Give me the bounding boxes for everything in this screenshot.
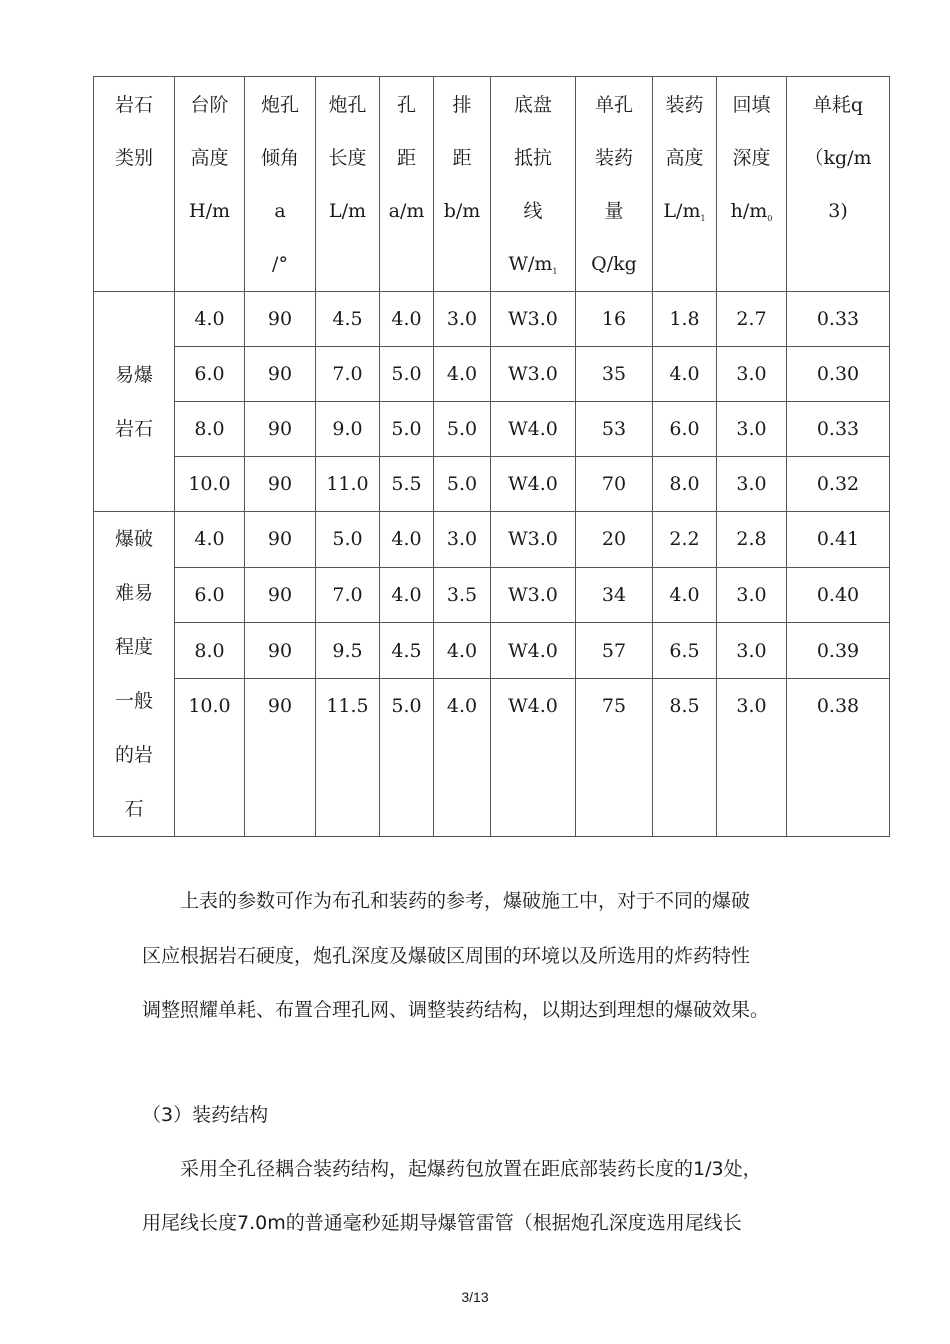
header-charge-height: 装药 高度 $L/m_1$ bbox=[653, 77, 717, 292]
table-cell: 5.0 bbox=[380, 402, 434, 457]
table-cell: 90 bbox=[245, 347, 316, 402]
table-cell: 75 bbox=[576, 679, 653, 837]
table-cell: 5.0 bbox=[434, 402, 491, 457]
table-cell: 3.0 bbox=[717, 347, 787, 402]
category-easy-blast-rock: 易爆 岩石 bbox=[94, 292, 175, 512]
table-row bbox=[94, 457, 890, 512]
table-cell: 90 bbox=[245, 457, 316, 512]
table-cell: 8.0 bbox=[175, 623, 245, 679]
table-row bbox=[94, 567, 890, 623]
table-cell: 70 bbox=[576, 457, 653, 512]
table-cell: 1.8 bbox=[653, 292, 717, 347]
table-cell: 4.0 bbox=[380, 567, 434, 623]
table-cell: 6.0 bbox=[175, 567, 245, 623]
table-cell: 8.0 bbox=[653, 457, 717, 512]
table-cell: 5.0 bbox=[316, 512, 380, 568]
paragraph-line: 区应根据岩石硬度，炮孔深度及爆破区周围的环境以及所选用的炸药特性 bbox=[142, 945, 751, 967]
table-row bbox=[94, 512, 890, 568]
table-cell: 9.0 bbox=[316, 402, 380, 457]
header-stemming-depth: 回填 深度 $h/m_0$ bbox=[717, 77, 787, 292]
table-cell: 4.0 bbox=[380, 512, 434, 568]
paragraph-line: 调整照耀单耗、布置合理孔网、调整装药结构，以期达到理想的爆破效果。 bbox=[142, 999, 770, 1021]
page-number: 3/13 bbox=[461, 1289, 489, 1305]
table-row bbox=[94, 402, 890, 457]
table-cell: 8.0 bbox=[175, 402, 245, 457]
table-cell: 0.40 bbox=[787, 567, 890, 623]
table-cell: 4.5 bbox=[380, 623, 434, 679]
table-cell: 2.7 bbox=[717, 292, 787, 347]
header-hole-angle: 炮孔 倾角 a /° bbox=[245, 77, 316, 292]
table-cell: 0.41 bbox=[787, 512, 890, 568]
table-cell: 0.33 bbox=[787, 292, 890, 347]
table-cell: 4.0 bbox=[434, 623, 491, 679]
table-cell: 90 bbox=[245, 512, 316, 568]
table-cell: 3.0 bbox=[434, 292, 491, 347]
table-cell: 5.0 bbox=[380, 347, 434, 402]
paragraph-line: 上表的参数可作为布孔和装药的参考，爆破施工中，对于不同的爆破 bbox=[142, 890, 751, 912]
table-cell: 5.5 bbox=[380, 457, 434, 512]
header-hole-length: 炮孔 长度 L/m bbox=[316, 77, 380, 292]
table-cell: W3.0 bbox=[491, 512, 576, 568]
table-cell: 5.0 bbox=[380, 679, 434, 837]
table-header-row bbox=[94, 77, 890, 292]
table-cell: 90 bbox=[245, 402, 316, 457]
table-row bbox=[94, 679, 890, 837]
table-cell: 2.8 bbox=[717, 512, 787, 568]
table-cell: 11.0 bbox=[316, 457, 380, 512]
table-cell: 4.0 bbox=[653, 347, 717, 402]
table-cell: 6.0 bbox=[175, 347, 245, 402]
header-charge-per-hole: 单孔 装药 量 Q/kg bbox=[576, 77, 653, 292]
table-cell: 7.0 bbox=[316, 347, 380, 402]
table-cell: 2.2 bbox=[653, 512, 717, 568]
table-cell: 4.5 bbox=[316, 292, 380, 347]
table-cell: 6.0 bbox=[653, 402, 717, 457]
table-cell: 90 bbox=[245, 679, 316, 837]
table-cell: W3.0 bbox=[491, 347, 576, 402]
table-cell: 34 bbox=[576, 567, 653, 623]
table-cell: 4.0 bbox=[175, 512, 245, 568]
table-cell: 16 bbox=[576, 292, 653, 347]
header-bench-height: 台阶 高度 H/m bbox=[175, 77, 245, 292]
table-cell: 3.0 bbox=[717, 457, 787, 512]
table-cell: 5.0 bbox=[434, 457, 491, 512]
table-cell: 3.5 bbox=[434, 567, 491, 623]
table-cell: 3.0 bbox=[717, 567, 787, 623]
table-cell: 0.33 bbox=[787, 402, 890, 457]
paragraph-line: 采用全孔径耦合装药结构，起爆药包放置在距底部装药长度的1/3处， bbox=[142, 1158, 762, 1180]
table-cell: 35 bbox=[576, 347, 653, 402]
table-cell: 0.32 bbox=[787, 457, 890, 512]
table-cell: W3.0 bbox=[491, 292, 576, 347]
table-row bbox=[94, 623, 890, 679]
table-cell: 10.0 bbox=[175, 457, 245, 512]
table-cell: 4.0 bbox=[653, 567, 717, 623]
table-cell: 3.0 bbox=[717, 402, 787, 457]
table-cell: W3.0 bbox=[491, 567, 576, 623]
header-rock-category: 岩石 类别 bbox=[94, 77, 175, 292]
table-cell: 8.5 bbox=[653, 679, 717, 837]
table-cell: 6.5 bbox=[653, 623, 717, 679]
category-medium-rock: 爆破 难易 程度 一般 的岩 石 bbox=[94, 512, 175, 837]
header-burden: 底盘 抵抗 线 $W/m_1$ bbox=[491, 77, 576, 292]
table-cell: 53 bbox=[576, 402, 653, 457]
table-row bbox=[94, 292, 890, 347]
table-cell: 10.0 bbox=[175, 679, 245, 837]
table-cell: 57 bbox=[576, 623, 653, 679]
section-heading: （3）装药结构 bbox=[142, 1104, 269, 1126]
table-cell: 4.0 bbox=[175, 292, 245, 347]
table-cell: 3.0 bbox=[434, 512, 491, 568]
table-cell: W4.0 bbox=[491, 623, 576, 679]
table-cell: 4.0 bbox=[434, 347, 491, 402]
table-cell: W4.0 bbox=[491, 679, 576, 837]
table-cell: 7.0 bbox=[316, 567, 380, 623]
header-row-spacing: 排 距 b/m bbox=[434, 77, 491, 292]
table-cell: 0.30 bbox=[787, 347, 890, 402]
table-cell: 4.0 bbox=[380, 292, 434, 347]
table-row bbox=[94, 347, 890, 402]
paragraph-line: 用尾线长度7.0m的普通毫秒延期导爆管雷管（根据炮孔深度选用尾线长 bbox=[142, 1212, 742, 1234]
table-cell: 9.5 bbox=[316, 623, 380, 679]
table-cell: 90 bbox=[245, 623, 316, 679]
blasting-parameter-table bbox=[93, 76, 890, 837]
table-cell: 90 bbox=[245, 292, 316, 347]
table-cell: 11.5 bbox=[316, 679, 380, 837]
table-cell: 20 bbox=[576, 512, 653, 568]
table-cell: 3.0 bbox=[717, 679, 787, 837]
table-cell: W4.0 bbox=[491, 402, 576, 457]
header-powder-factor: 单耗q （kg/m 3) bbox=[787, 77, 890, 292]
table-cell: 4.0 bbox=[434, 679, 491, 837]
table-cell: 0.38 bbox=[787, 679, 890, 837]
table-cell: 90 bbox=[245, 567, 316, 623]
table-cell: 0.39 bbox=[787, 623, 890, 679]
table-cell: W4.0 bbox=[491, 457, 576, 512]
header-hole-spacing: 孔 距 a/m bbox=[380, 77, 434, 292]
table-cell: 3.0 bbox=[717, 623, 787, 679]
